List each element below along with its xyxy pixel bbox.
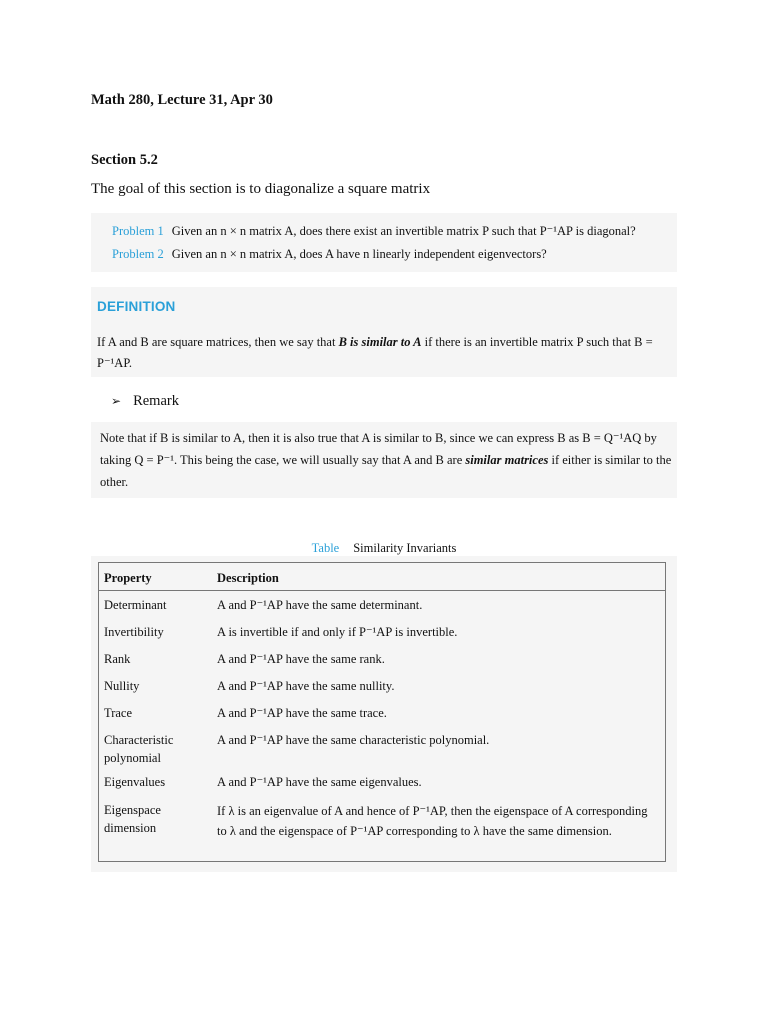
row-property: Nullity [104, 679, 140, 693]
table-caption-title: Similarity Invariants [353, 541, 457, 555]
goal-text: The goal of this section is to diagonalize a square matrix [91, 181, 431, 197]
problem-2 [112, 247, 547, 262]
row-property: Eigenvalues [104, 775, 166, 789]
problem-1 [112, 223, 636, 239]
row-property: Eigenspace dimension [104, 803, 161, 835]
definition-emphasis: B is similar to A [338, 335, 422, 349]
row-description: A is invertible if and only if P⁻¹AP is invertible. [217, 625, 458, 639]
similarity-invariants-table [98, 562, 666, 862]
row-property: Invertibility [104, 625, 164, 639]
section-heading: Section 5.2 [91, 152, 158, 168]
arrow-bullet-icon: ➢ [111, 394, 122, 408]
problem-1-text: Given an n × n matrix A, does there exist an invertible matrix P such that P⁻¹AP is diagonal? [171, 224, 636, 238]
row-property: Trace [104, 706, 133, 720]
problem-2-label: Problem 2 [112, 247, 164, 261]
page-title: Math 280, Lecture 31, Apr 30 [91, 92, 273, 108]
table-caption [91, 541, 677, 556]
remark-text-1: Note that if B is similar to A, then it is also true that A is similar to B, since we can express B as B = Q⁻¹AQ by taking Q = P⁻¹. This being the case, we will usually say that A and B are [100, 431, 657, 467]
definition-heading: DEFINITION [97, 299, 176, 314]
row-property: Characteristic polynomial [104, 733, 174, 765]
remark-panel [91, 422, 677, 498]
header-property: Property [104, 571, 152, 585]
table-panel [91, 556, 677, 872]
row-description: A and P⁻¹AP have the same trace. [217, 706, 387, 720]
remark-text [100, 427, 674, 493]
remark-emphasis: similar matrices [465, 453, 549, 467]
row-property: Determinant [104, 598, 167, 612]
problem-2-text: Given an n × n matrix A, does A have n linearly independent eigenvectors? [171, 247, 547, 261]
remark-heading [111, 393, 179, 410]
header-divider [99, 590, 665, 591]
row-property: Rank [104, 652, 131, 666]
problems-panel [91, 213, 677, 272]
table-caption-label: Table [311, 541, 340, 555]
definition-panel [91, 287, 677, 377]
definition-text-1: If A and B are square matrices, then we say that [97, 335, 339, 349]
definition-text-2: if there is an invertible matrix P such that B = P⁻¹AP. [97, 335, 653, 370]
definition-text [97, 332, 669, 374]
remark-label: Remark [133, 393, 179, 409]
row-description: If λ is an eigenvalue of A and hence of P⁻¹AP, then the eigenspace of A corresponding to λ and the eigenspace of P⁻¹AP corresponding to λ have the same dimension. [217, 804, 648, 838]
row-description: A and P⁻¹AP have the same determinant. [217, 598, 423, 612]
row-description: A and P⁻¹AP have the same eigenvalues. [217, 775, 422, 789]
header-description: Description [217, 571, 279, 585]
row-description: A and P⁻¹AP have the same nullity. [217, 679, 395, 693]
row-description: A and P⁻¹AP have the same characteristic polynomial. [217, 733, 490, 747]
row-description: A and P⁻¹AP have the same rank. [217, 652, 385, 666]
remark-text-2: if either is similar to the other. [100, 453, 672, 489]
problem-1-label: Problem 1 [112, 224, 164, 238]
